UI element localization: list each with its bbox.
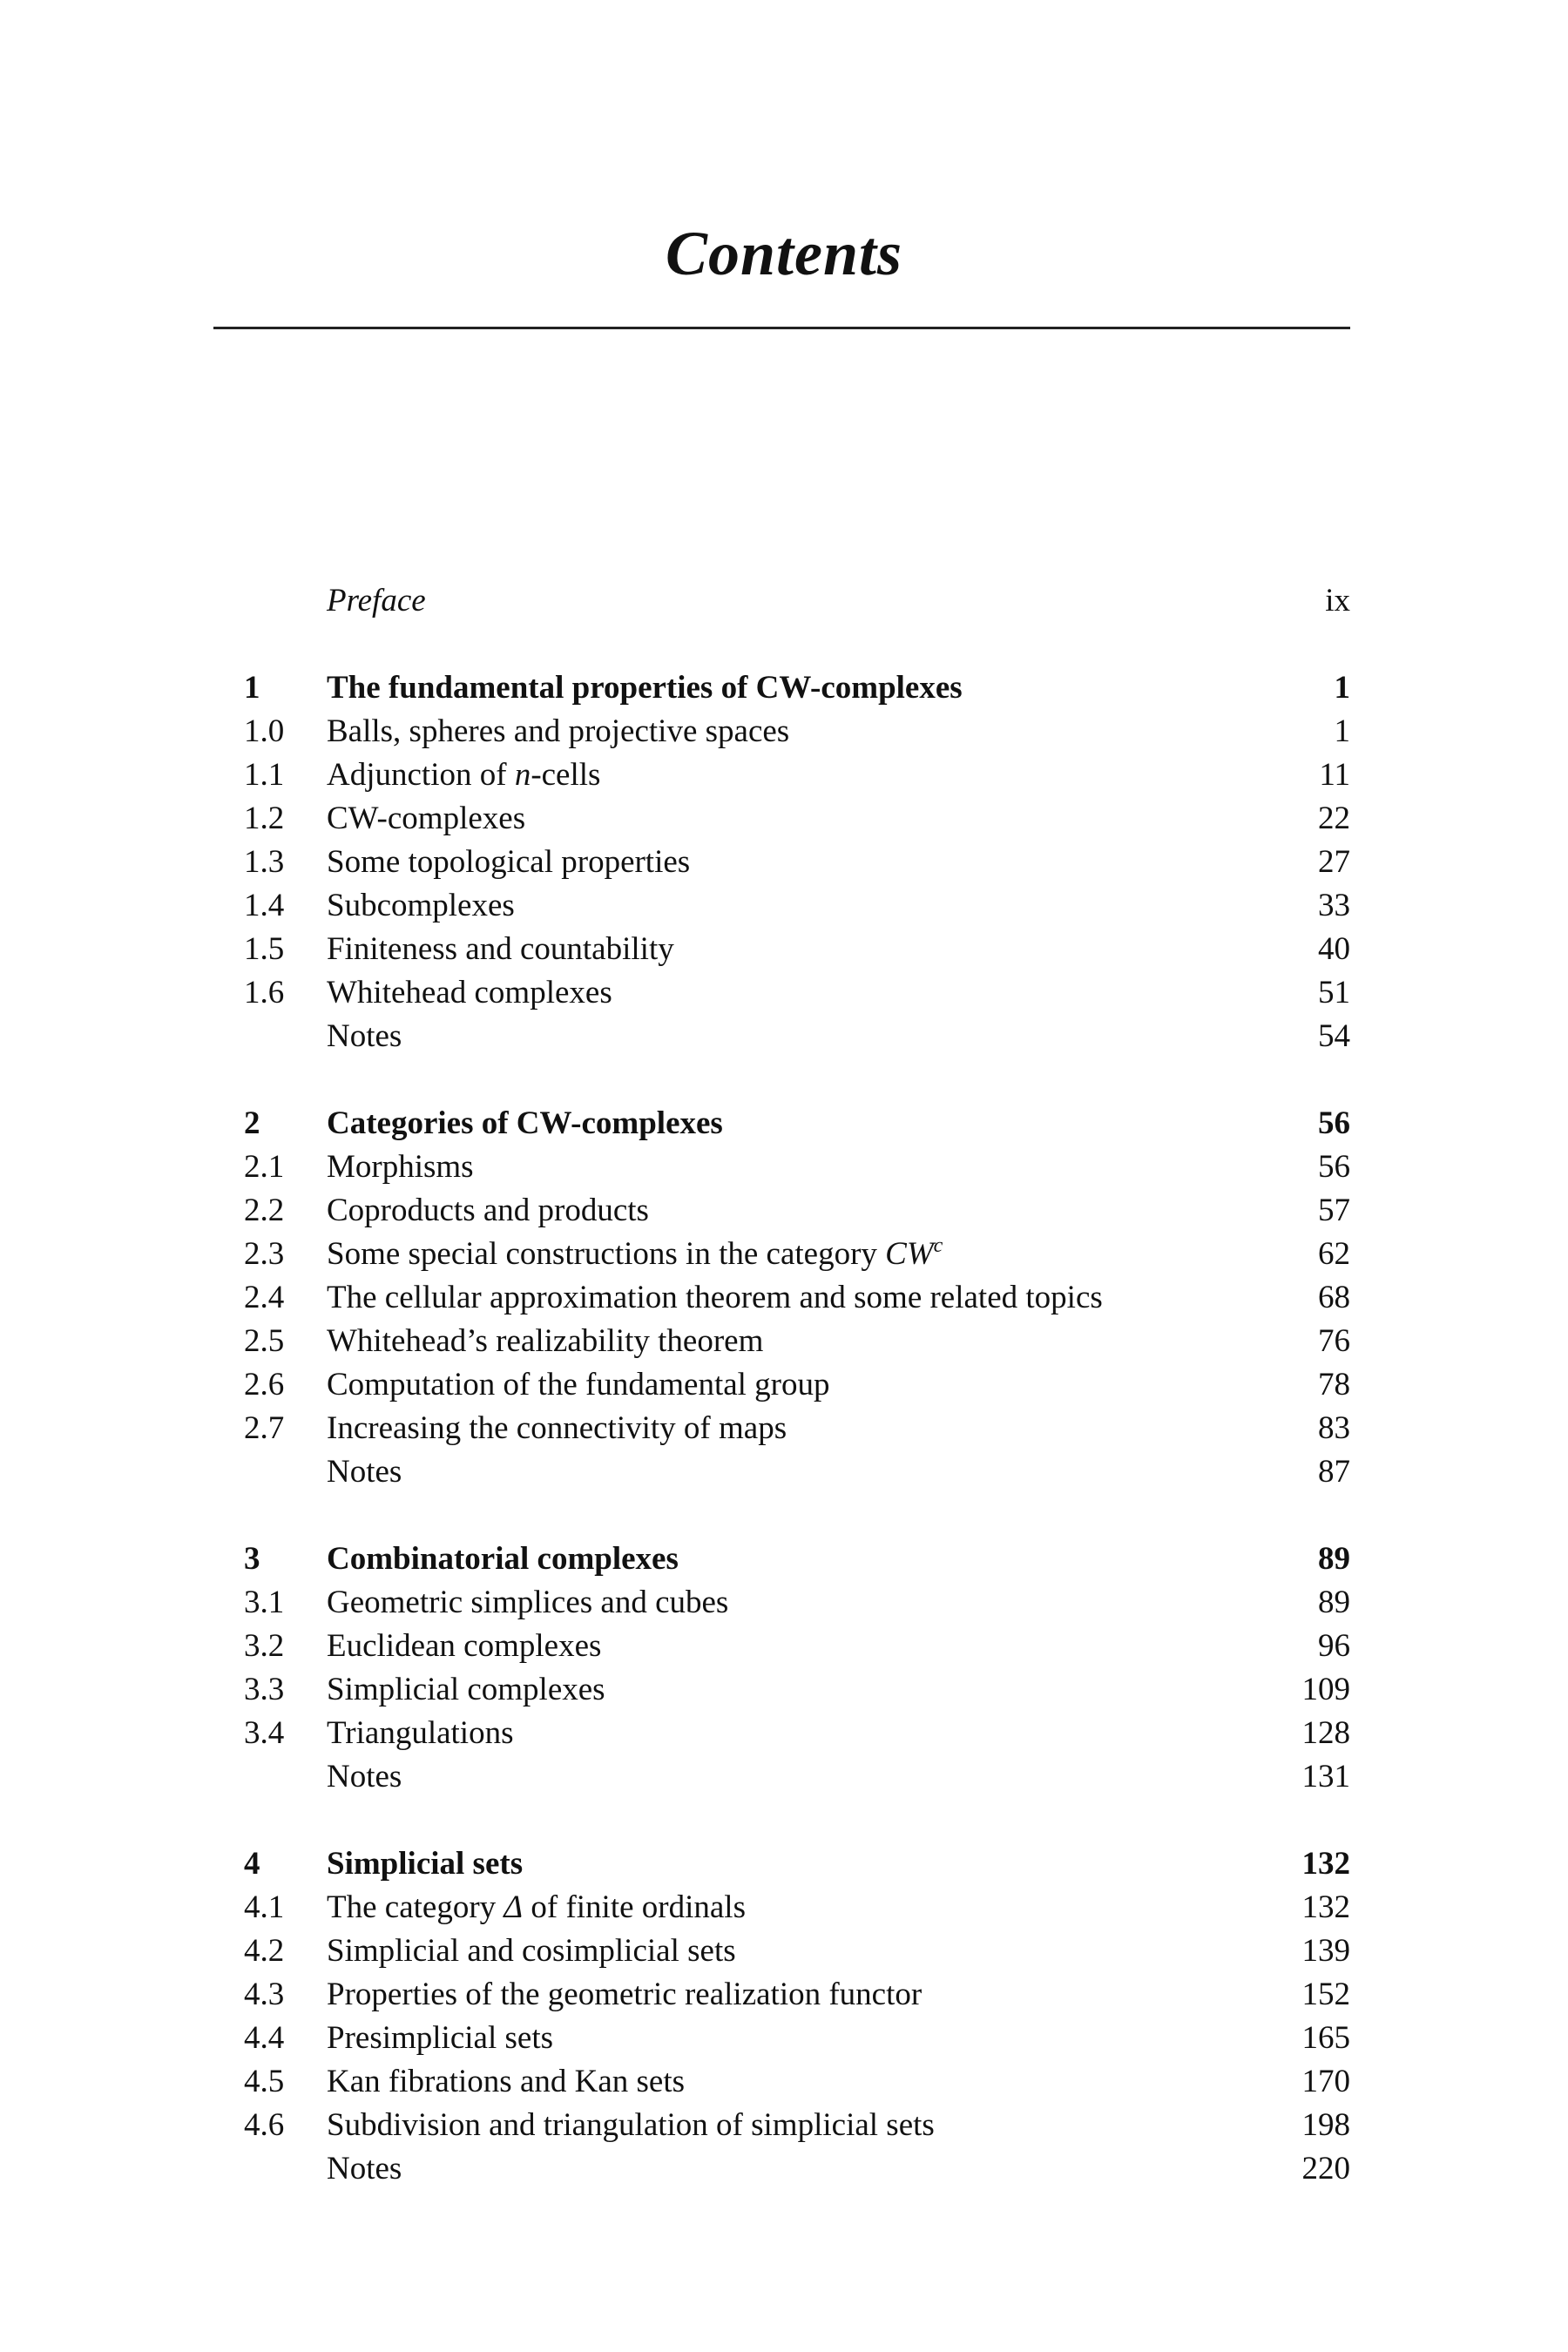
toc-title: Simplicial complexes bbox=[327, 1672, 605, 1707]
toc-section-1-4[interactable] bbox=[244, 884, 1350, 928]
toc-section-2-1[interactable] bbox=[244, 1146, 1350, 1189]
toc-section-3-2[interactable] bbox=[244, 1625, 1350, 1668]
toc-title: Subcomplexes bbox=[327, 888, 515, 923]
toc-page: 62 bbox=[1318, 1236, 1350, 1272]
toc-number: 3.1 bbox=[244, 1585, 285, 1620]
toc-number: 1.5 bbox=[244, 931, 285, 967]
toc-page: 33 bbox=[1318, 888, 1350, 923]
toc-number: 2.3 bbox=[244, 1236, 285, 1272]
toc-title bbox=[327, 1233, 1211, 1276]
math-variable: n bbox=[514, 757, 531, 793]
toc-number: 1 bbox=[244, 670, 260, 706]
toc-page: 87 bbox=[1318, 1454, 1350, 1490]
toc-page: 40 bbox=[1318, 931, 1350, 967]
toc-page: 165 bbox=[1301, 2020, 1350, 2056]
toc-number: 1.6 bbox=[244, 975, 285, 1010]
toc-number: 1.1 bbox=[244, 757, 285, 793]
toc-chapter-2[interactable] bbox=[244, 1102, 1350, 1146]
toc-number: 2.7 bbox=[244, 1410, 285, 1446]
toc-title: Notes bbox=[327, 1454, 402, 1490]
toc-page: 96 bbox=[1318, 1628, 1350, 1664]
toc-section-2-4[interactable] bbox=[244, 1276, 1350, 1320]
toc-title: Presimplicial sets bbox=[327, 2020, 553, 2056]
toc-number: 2.2 bbox=[244, 1193, 285, 1228]
toc-page: 131 bbox=[1301, 1759, 1350, 1794]
toc-title: Subdivision and triangulation of simplicial sets bbox=[327, 2107, 935, 2143]
toc-number: 3.2 bbox=[244, 1628, 285, 1664]
toc-title: Properties of the geometric realization functor bbox=[327, 1977, 923, 2012]
spacer bbox=[244, 1494, 1350, 1538]
toc-number: 4.4 bbox=[244, 2020, 285, 2056]
toc-page: 109 bbox=[1301, 1672, 1350, 1707]
toc-title: Notes bbox=[327, 1759, 402, 1794]
toc-section-4-6[interactable] bbox=[244, 2104, 1350, 2147]
toc-section-1-6[interactable] bbox=[244, 971, 1350, 1015]
math-superscript: c bbox=[933, 1234, 943, 1257]
toc-number: 4.2 bbox=[244, 1933, 285, 1969]
toc-number: 4.6 bbox=[244, 2107, 285, 2143]
table-of-contents bbox=[244, 579, 1350, 2191]
toc-page: 56 bbox=[1318, 1105, 1350, 1141]
toc-page: 170 bbox=[1301, 2064, 1350, 2099]
toc-page: 198 bbox=[1301, 2107, 1350, 2143]
toc-page: 56 bbox=[1318, 1149, 1350, 1185]
toc-title: Euclidean complexes bbox=[327, 1628, 602, 1664]
math-variable: Δ bbox=[504, 1889, 524, 1925]
title-text: Adjunction of bbox=[327, 757, 515, 793]
toc-title: CW-complexes bbox=[327, 801, 526, 836]
toc-page: 1 bbox=[1334, 713, 1350, 749]
toc-number: 4.3 bbox=[244, 1977, 285, 2012]
toc-page: 89 bbox=[1318, 1541, 1350, 1577]
toc-page: 22 bbox=[1318, 801, 1350, 836]
toc-number: 3.3 bbox=[244, 1672, 285, 1707]
toc-title: The cellular approximation theorem and some related topics bbox=[327, 1280, 1103, 1315]
toc-number: 4.5 bbox=[244, 2064, 285, 2099]
toc-chapter-1[interactable] bbox=[244, 666, 1350, 710]
toc-title bbox=[327, 754, 1211, 797]
toc-section-4-3[interactable] bbox=[244, 1973, 1350, 2017]
toc-notes-2[interactable] bbox=[244, 1450, 1350, 1494]
toc-entry-preface[interactable] bbox=[244, 579, 1350, 623]
toc-section-2-7[interactable] bbox=[244, 1407, 1350, 1450]
toc-number: 1.0 bbox=[244, 713, 285, 749]
toc-section-2-5[interactable] bbox=[244, 1320, 1350, 1363]
toc-page: 78 bbox=[1318, 1367, 1350, 1402]
toc-number: 1.4 bbox=[244, 888, 285, 923]
toc-title: Simplicial and cosimplicial sets bbox=[327, 1933, 736, 1969]
toc-page: 57 bbox=[1318, 1193, 1350, 1228]
spacer bbox=[244, 623, 1350, 666]
toc-number: 3.4 bbox=[244, 1715, 285, 1751]
page-title: Contents bbox=[665, 219, 903, 288]
toc-number: 2.1 bbox=[244, 1149, 285, 1185]
toc-page: 51 bbox=[1318, 975, 1350, 1010]
toc-title: Simplicial sets bbox=[327, 1846, 524, 1882]
toc-notes-1[interactable] bbox=[244, 1015, 1350, 1058]
toc-page: 11 bbox=[1319, 757, 1350, 793]
toc-number: 2.5 bbox=[244, 1323, 285, 1359]
toc-page: 89 bbox=[1318, 1585, 1350, 1620]
toc-number: 3 bbox=[244, 1541, 260, 1577]
toc-section-1-3[interactable] bbox=[244, 841, 1350, 884]
title-text: Some special constructions in the category bbox=[327, 1236, 886, 1272]
toc-title: Finiteness and countability bbox=[327, 931, 674, 967]
toc-notes-4[interactable] bbox=[244, 2147, 1350, 2191]
toc-page: ix bbox=[1325, 583, 1350, 618]
toc-number: 2.6 bbox=[244, 1367, 285, 1402]
toc-section-3-1[interactable] bbox=[244, 1581, 1350, 1625]
toc-title: Notes bbox=[327, 2151, 402, 2186]
toc-section-4-1[interactable] bbox=[244, 1886, 1350, 1930]
toc-page: 1 bbox=[1334, 670, 1350, 706]
title-text: of finite ordinals bbox=[523, 1889, 746, 1925]
toc-number: 2.4 bbox=[244, 1280, 285, 1315]
toc-title: Some topological properties bbox=[327, 844, 691, 880]
toc-title: Whitehead’s realizability theorem bbox=[327, 1323, 764, 1359]
toc-number: 1.3 bbox=[244, 844, 285, 880]
toc-page: 139 bbox=[1301, 1933, 1350, 1969]
toc-page: 76 bbox=[1318, 1323, 1350, 1359]
toc-title: Preface bbox=[327, 583, 426, 618]
toc-section-2-6[interactable] bbox=[244, 1363, 1350, 1407]
toc-section-2-3[interactable] bbox=[244, 1233, 1350, 1276]
toc-title: Notes bbox=[327, 1018, 402, 1054]
toc-number: 1.2 bbox=[244, 801, 285, 836]
toc-section-1-1[interactable] bbox=[244, 754, 1350, 797]
toc-title: Coproducts and products bbox=[327, 1193, 649, 1228]
toc-page: 68 bbox=[1318, 1280, 1350, 1315]
toc-number: 2 bbox=[244, 1105, 260, 1141]
toc-section-1-2[interactable] bbox=[244, 797, 1350, 841]
toc-page: 54 bbox=[1318, 1018, 1350, 1054]
toc-section-4-5[interactable] bbox=[244, 2060, 1350, 2104]
toc-page: 128 bbox=[1301, 1715, 1350, 1751]
toc-page: 152 bbox=[1301, 1977, 1350, 2012]
toc-section-4-2[interactable] bbox=[244, 1930, 1350, 1973]
toc-title: Balls, spheres and projective spaces bbox=[327, 713, 790, 749]
math-variable: CW bbox=[885, 1236, 934, 1272]
toc-title: The fundamental properties of CW-complexes bbox=[327, 670, 963, 706]
toc-section-3-3[interactable] bbox=[244, 1668, 1350, 1712]
toc-title: Morphisms bbox=[327, 1149, 474, 1185]
toc-page: 27 bbox=[1318, 844, 1350, 880]
toc-page: 83 bbox=[1318, 1410, 1350, 1446]
title-text: -cells bbox=[531, 757, 601, 793]
toc-notes-3[interactable] bbox=[244, 1755, 1350, 1799]
toc-page: 220 bbox=[1301, 2151, 1350, 2186]
toc-section-4-4[interactable] bbox=[244, 2017, 1350, 2060]
spacer bbox=[244, 1058, 1350, 1102]
toc-section-3-4[interactable] bbox=[244, 1712, 1350, 1755]
toc-title: Whitehead complexes bbox=[327, 975, 612, 1010]
title-divider bbox=[213, 327, 1350, 329]
toc-page: 132 bbox=[1301, 1846, 1350, 1882]
toc-chapter-3[interactable] bbox=[244, 1538, 1350, 1581]
toc-number: 4.1 bbox=[244, 1889, 285, 1925]
toc-page: 132 bbox=[1301, 1889, 1350, 1925]
toc-number: 4 bbox=[244, 1846, 260, 1882]
toc-title: Geometric simplices and cubes bbox=[327, 1585, 729, 1620]
title-text: The category bbox=[327, 1889, 504, 1925]
toc-section-2-2[interactable] bbox=[244, 1189, 1350, 1233]
toc-section-1-5[interactable] bbox=[244, 928, 1350, 971]
spacer bbox=[244, 1799, 1350, 1842]
toc-section-1-0[interactable] bbox=[244, 710, 1350, 754]
toc-title bbox=[327, 1886, 1211, 1930]
toc-title: Combinatorial complexes bbox=[327, 1541, 679, 1577]
toc-chapter-4[interactable] bbox=[244, 1842, 1350, 1886]
toc-title: Kan fibrations and Kan sets bbox=[327, 2064, 686, 2099]
toc-title: Categories of CW-complexes bbox=[327, 1105, 723, 1141]
toc-title: Triangulations bbox=[327, 1715, 514, 1751]
toc-title: Computation of the fundamental group bbox=[327, 1367, 830, 1402]
toc-title: Increasing the connectivity of maps bbox=[327, 1410, 787, 1446]
